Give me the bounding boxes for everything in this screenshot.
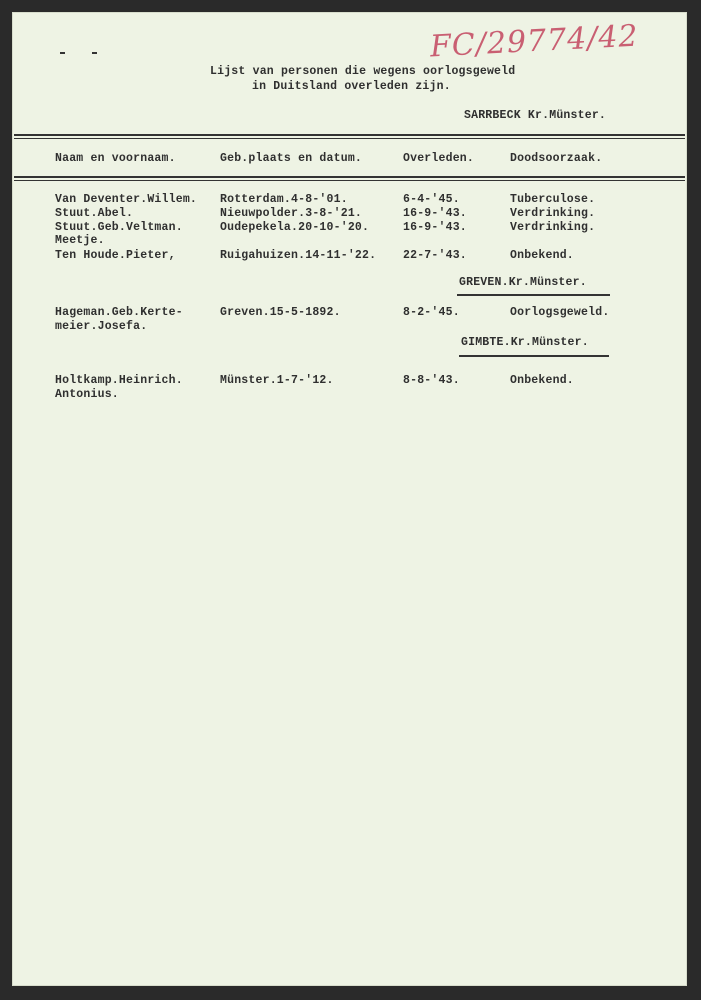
header-rule-top	[14, 134, 685, 136]
header-rule-bottom	[14, 176, 685, 178]
cell-birth: Münster.1-7-'12.	[220, 374, 334, 387]
cell-cause: Onbekend.	[510, 249, 574, 262]
cell-died: 8-8-'43.	[403, 374, 460, 387]
cell-name: Hageman.Geb.Kerte-	[55, 306, 183, 319]
document-page	[12, 12, 687, 986]
cell-name-continued: Meetje.	[55, 234, 105, 247]
section-heading: GREVEN.Kr.Münster.	[459, 276, 587, 289]
cell-birth: Greven.15-5-1892.	[220, 306, 341, 319]
cell-died: 16-9-'43.	[403, 207, 467, 220]
cell-cause: Verdrinking.	[510, 221, 596, 234]
header-rule-bottom-thin	[14, 180, 685, 181]
column-header-name: Naam en voornaam.	[55, 152, 176, 165]
cell-died: 6-4-'45.	[403, 193, 460, 206]
column-header-cause: Doodsoorzaak.	[510, 152, 603, 165]
cell-cause: Verdrinking.	[510, 207, 596, 220]
section-heading-underline	[459, 355, 609, 357]
cell-name: Holtkamp.Heinrich.	[55, 374, 183, 387]
cell-died: 8-2-'45.	[403, 306, 460, 319]
cell-name: Stuut.Geb.Veltman.	[55, 221, 183, 234]
cell-died: 16-9-'43.	[403, 221, 467, 234]
cell-cause: Tuberculose.	[510, 193, 596, 206]
document-title-line-2: in Duitsland overleden zijn.	[252, 80, 451, 93]
section-heading: GIMBTE.Kr.Münster.	[461, 336, 589, 349]
column-header-died: Overleden.	[403, 152, 475, 165]
punch-mark	[60, 52, 65, 54]
cell-cause: Onbekend.	[510, 374, 574, 387]
cell-name: Van Deventer.Willem.	[55, 193, 198, 206]
cell-name-continued: Antonius.	[55, 388, 119, 401]
cell-name: Ten Houde.Pieter,	[55, 249, 176, 262]
cell-cause: Oorlogsgeweld.	[510, 306, 610, 319]
section-heading: SARRBECK Kr.Münster.	[464, 109, 607, 122]
cell-died: 22-7-'43.	[403, 249, 467, 262]
section-heading-underline	[457, 294, 610, 296]
cell-name: Stuut.Abel.	[55, 207, 134, 220]
cell-birth: Ruigahuizen.14-11-'22.	[220, 249, 377, 262]
cell-birth: Oudepekela.20-10-'20.	[220, 221, 370, 234]
handwritten-reference: FC/29774/42	[429, 18, 640, 65]
header-rule-top-thin	[14, 138, 685, 139]
column-header-birth: Geb.plaats en datum.	[220, 152, 363, 165]
cell-birth: Rotterdam.4-8-'01.	[220, 193, 348, 206]
cell-birth: Nieuwpolder.3-8-'21.	[220, 207, 363, 220]
cell-name-continued: meier.Josefa.	[55, 320, 148, 333]
punch-mark	[92, 52, 97, 54]
document-title-line-1: Lijst van personen die wegens oorlogsgeweld	[210, 65, 516, 78]
